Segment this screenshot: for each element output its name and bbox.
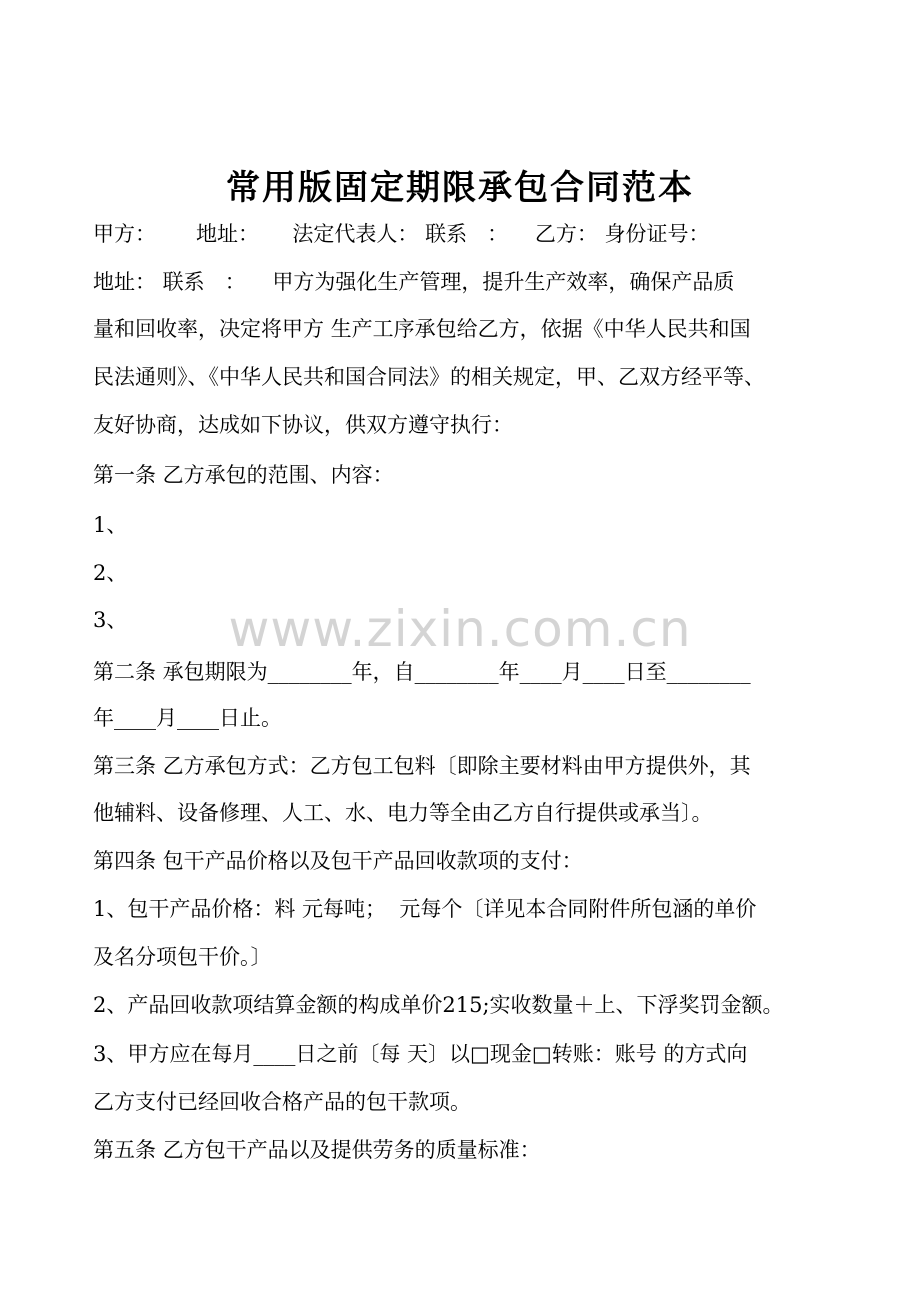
list-item: 1、 xyxy=(93,513,128,537)
article-heading: 第一条 乙方承包的范围、内容： xyxy=(93,463,394,487)
list-item: 2、 xyxy=(93,561,128,585)
text-line: 他辅料、设备修理、人工、水、电力等全由乙方自行提供或承当〕。 xyxy=(93,801,713,825)
list-item: 3、甲方应在每月____日之前〔每 天〕以□现金□转账：账号 的方式向 xyxy=(93,1042,748,1066)
text-line: 地址： 联系 ： 甲方为强化生产管理，提升生产效率，确保产品质 xyxy=(93,270,735,294)
document-title: 常用版固定期限承包合同范本 xyxy=(226,168,694,208)
text-line: 年____月____日止。 xyxy=(93,706,282,730)
article-heading: 第五条 乙方包干产品以及提供劳务的质量标准： xyxy=(93,1138,541,1162)
watermark: www.zixin.com.cn xyxy=(228,600,692,658)
text-line: 民法通则》、《中华人民共和国合同法》的相关规定，甲、乙双方经平等、 xyxy=(93,365,765,389)
text-line: 及名分项包干价。〕 xyxy=(93,945,272,969)
list-item: 1、包干产品价格：料 元每吨； 元每个〔详见本合同附件所包涵的单价 xyxy=(93,897,757,921)
text-line: 甲方： 地址： 法定代表人： 联系 ： 乙方： 身份证号： xyxy=(93,222,710,246)
text-line: 友好协商，达成如下协议，供双方遵守执行： xyxy=(93,413,513,437)
list-item: 2、产品回收款项结算金额的构成单价215;实收数量＋上、下浮奖罚金额。 xyxy=(93,993,784,1017)
text-line: 量和回收率，决定将甲方 生产工序承包给乙方，依据《中华人民共和国 xyxy=(93,317,751,341)
article-heading: 第三条 乙方承包方式：乙方包工包料〔即除主要材料由甲方提供外，其 xyxy=(93,754,751,778)
article-heading: 第四条 包干产品价格以及包干产品回收款项的支付： xyxy=(93,849,583,873)
text-line: 乙方支付已经回收合格产品的包干款项。 xyxy=(93,1090,471,1114)
article-heading: 第二条 承包期限为________年，自________年____月____日至________ xyxy=(93,660,751,684)
list-item: 3、 xyxy=(93,608,128,632)
